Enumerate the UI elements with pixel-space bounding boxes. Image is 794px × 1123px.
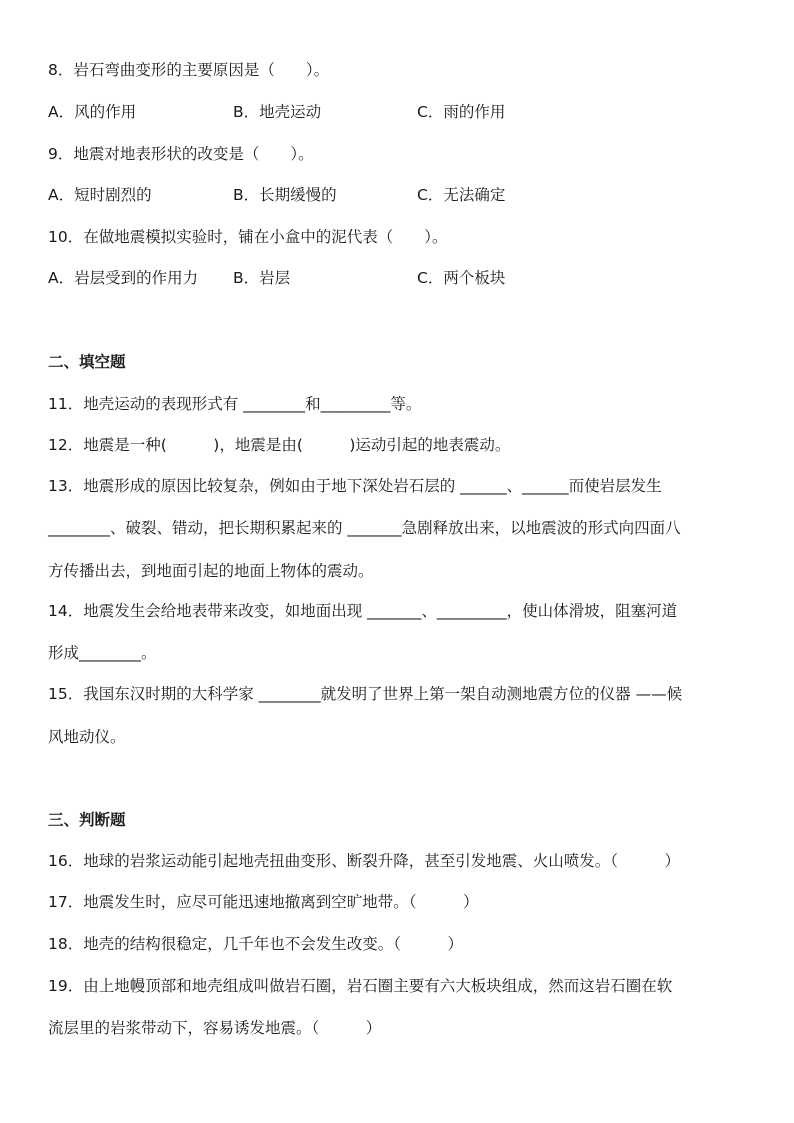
question-13-line-3: 方传播出去，到地面引起的地面上物体的震动。 xyxy=(48,562,374,580)
question-15-line-1: 15．我国东汉时期的大科学家 ________就发明了世界上第一架自动测地震方位的仪器 ——候 xyxy=(48,685,683,703)
question-14-line-2: 形成________。 xyxy=(48,644,157,662)
question-19-line-1: 19．由上地幔顶部和地壳组成叫做岩石圈，岩石圈主要有六大板块组成，然而这岩石圈在软 xyxy=(48,977,673,995)
q10-option-c: C．两个板块 xyxy=(417,269,506,287)
q10-option-b: B．岩层 xyxy=(233,269,291,287)
question-19-line-2: 流层里的岩浆带动下，容易诱发地震。（ ） xyxy=(48,1019,382,1037)
question-13-line-1: 13．地震形成的原因比较复杂，例如由于地下深处岩石层的 ______、______而使岩层发生 xyxy=(48,477,662,495)
question-9: 9．地震对地表形状的改变是（ ）。 xyxy=(48,145,314,163)
q8-option-a: A．风的作用 xyxy=(48,103,137,121)
q10-option-a: A．岩层受到的作用力 xyxy=(48,269,199,287)
question-16: 16．地球的岩浆运动能引起地壳扭曲变形、断裂升降，甚至引发地震、火山喷发。（ ） xyxy=(48,852,680,870)
question-13-line-2: ________、破裂、错动，把长期积累起来的 _______急剧释放出来，以地震波的形式向四面八 xyxy=(48,519,681,537)
question-14-line-1: 14．地震发生会给地表带来改变，如地面出现 _______、_________，使山体滑坡，阻塞河道 xyxy=(48,602,678,620)
question-17: 17．地震发生时，应尽可能迅速地撤离到空旷地带。（ ） xyxy=(48,893,479,911)
question-10: 10．在做地震模拟实验时，铺在小盒中的泥代表（ ）。 xyxy=(48,228,448,246)
q9-option-c: C．无法确定 xyxy=(417,186,506,204)
question-12: 12．地震是一种( )，地震是由( )运动引起的地表震动。 xyxy=(48,436,511,454)
q8-option-c: C．雨的作用 xyxy=(417,103,506,121)
q9-option-a: A．短时剧烈的 xyxy=(48,186,152,204)
q9-option-b: B．长期缓慢的 xyxy=(233,186,337,204)
section-title-judgement: 三、判断题 xyxy=(48,811,126,829)
question-18: 18．地壳的结构很稳定，几千年也不会发生改变。（ ） xyxy=(48,935,463,953)
q8-option-b: B．地壳运动 xyxy=(233,103,322,121)
question-11: 11．地壳运动的表现形式有 ________和_________等。 xyxy=(48,395,422,413)
question-8: 8．岩石弯曲变形的主要原因是（ ）。 xyxy=(48,61,330,79)
section-title-fill-blank: 二、填空题 xyxy=(48,353,126,371)
question-15-line-2: 风地动仪。 xyxy=(48,728,126,746)
